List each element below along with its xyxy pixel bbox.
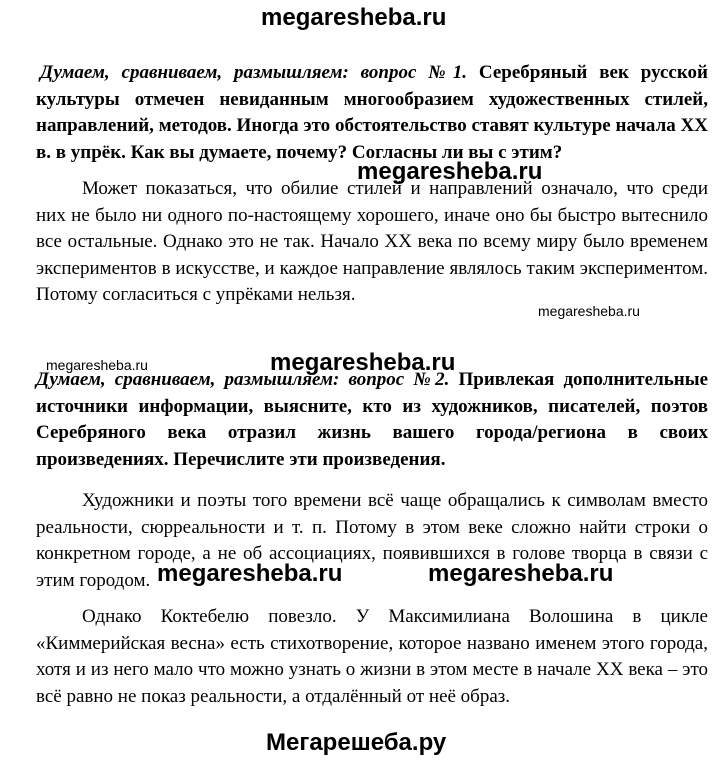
watermark: megaresheba.ru xyxy=(538,303,640,319)
watermark: megaresheba.ru xyxy=(357,158,543,185)
question-1 xyxy=(36,60,708,166)
header-watermark: megaresheba.ru xyxy=(261,4,447,31)
footer-watermark: Мегарешеба.ру xyxy=(266,729,447,756)
watermark: megaresheba.ru xyxy=(428,560,614,587)
watermark: megaresheba.ru xyxy=(270,349,456,376)
question-2-lead: Думаем, сравниваем, размышляем: вопрос №2. xyxy=(36,369,450,390)
watermark: megaresheba.ru xyxy=(46,357,148,373)
question-2 xyxy=(36,367,708,473)
question-2-text: Привлекая дополнительные источники информации, выясните, кто из художников, писателей, поэтов Серебряного века отразил жизнь вашего города/региона в своих произведениях. Перечислите эти произведения. xyxy=(36,369,708,470)
answer-2-paragraph-1: Художники и поэты того времени всё чаще обращались к символам вместо реальности, сюрреальности и т. п. Потому в этом веке сложно найти строки о конкретном городе, а не об ассоциациях, появившихся в голове творца в связи с этим городом. xyxy=(36,490,708,591)
answer-2-paragraph-2: Однако Коктебелю повезло. У Максимилиана Волошина в цикле «Киммерийская весна» есть стихотворение, которое названо именем этого города, хотя и из него мало что можно узнать о жизни в этом месте в начале XX века – это всё равно не показ реальности, а отдалённый от неё образ. xyxy=(36,606,708,707)
question-1-lead: Думаем, сравниваем, размышляем: вопрос №1. xyxy=(40,62,468,83)
question-1-text: Серебряный век русской культуры отмечен невиданным многообразием художественных стилей, направлений, методов. Иногда это обстоятельство ставят культуре начала XX в. в упрёк. Как вы думаете, почему? Согласны ли вы с этим? xyxy=(36,62,708,163)
watermark: megaresheba.ru xyxy=(157,560,343,587)
answer-1: Может показаться, что обилие стилей и направлений означало, что среди них не было ни одного по-настоящему хорошего, иначе оно бы быстро вытеснило все остальные. Однако это не так. Начало XX века по всему миру было временем экспериментов в искусстве, и каждое направление являлось таким экспериментом. Потому согласиться с упрёками нельзя. xyxy=(36,178,708,305)
